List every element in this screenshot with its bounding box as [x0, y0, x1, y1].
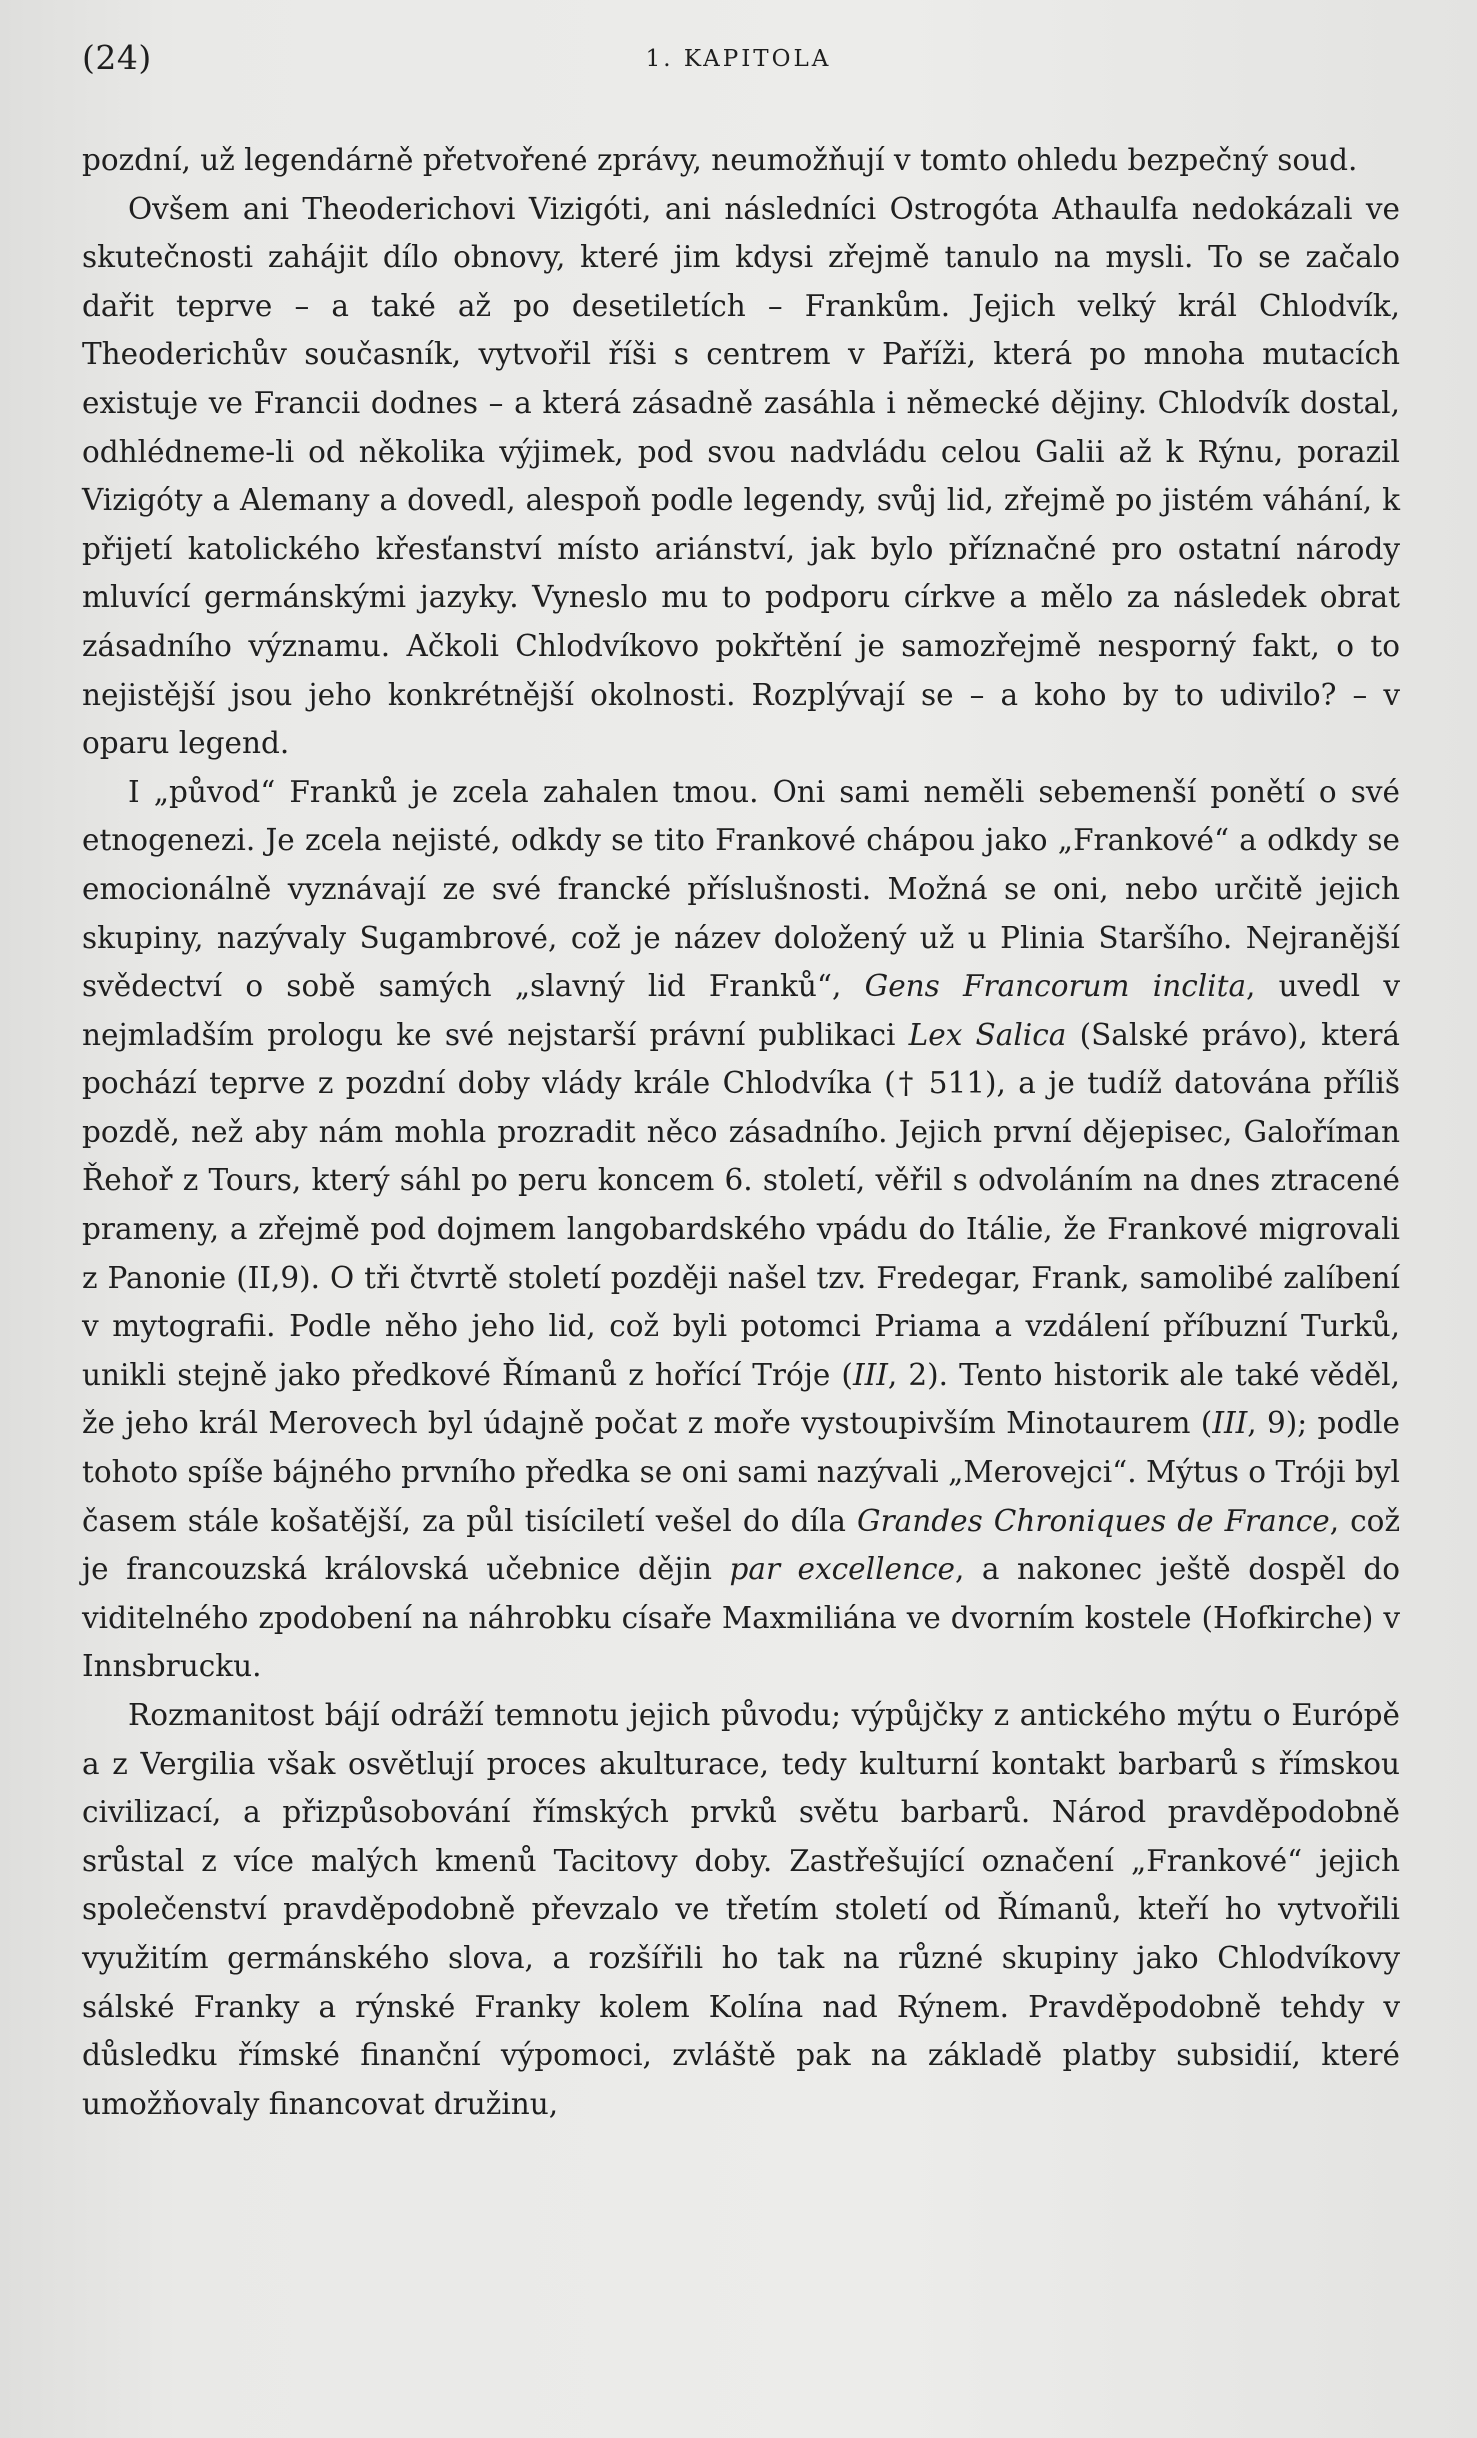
paragraph	[82, 136, 1400, 185]
italic-text: III	[852, 1357, 888, 1392]
italic-text: Gens Francorum inclita	[864, 969, 1247, 1004]
paragraph-text: pozdní, už legendárně přetvořené zprávy, neumožňují v tomto ohledu bezpečný soud.	[82, 143, 1358, 177]
paragraph-text: , 2). Tento historik ale také věděl, že jeho král Merovech byl údajně počat z moře vystoupivším Minotaurem (	[82, 1357, 1400, 1441]
paragraph-text: Ovšem ani Theoderichovi Vizigóti, ani následníci Ostrogóta Athaulfa nedokázali ve skutečnosti zahájit dílo obnovy, které jim kdysi zřejmě tanulo na mysli. To se začalo dařit teprve – a také až po desetiletích – Frankům. Jejich velký král Chlodvík, Theoderichův současník, vytvořil říši s centrem v Paříži, která po mnoha mutacích existuje ve Francii dodnes – a která zásadně zasáhla i německé dějiny. Chlodvík dostal, odhlédneme-li od několika výjimek, pod svou nadvládu celou Galii až k Rýnu, porazil Vizigóty a Alemany a dovedl, alespoň podle legendy, svůj lid, zřejmě po jistém váhání, k přijetí katolického křesťanství místo ariánství, jak bylo příznačné pro ostatní národy mluvící germánskými jazyky. Vyneslo mu to podporu církve a mělo za následek obrat zásadního významu. Ačkoli Chlodvíkovo pokřtění je samozřejmě nesporný fakt, o to nejistější jsou jeho konkrétnější okolnosti. Rozplývají se – a koho by to udivilo? – v oparu legend.	[82, 191, 1400, 761]
page-header	[82, 38, 1395, 78]
paragraph-text: , uvedl v nejmladším prologu ke své nejstarší právní publikaci	[82, 969, 1400, 1052]
italic-text: Grandes Chroniques de France	[857, 1503, 1330, 1538]
italic-text: III	[1212, 1406, 1248, 1441]
body-text	[82, 136, 1400, 2128]
page-number: (24)	[82, 38, 152, 77]
paragraph	[82, 1691, 1400, 2128]
paragraph-text: (Salské právo), která pochází teprve z pozdní doby vlády krále Chlodvíka († 511), a je tudíž datována příliš pozdě, než aby nám mohla prozradit něco zásadního. Jejich první dějepisec, Galoříman Řehoř z Tours, který sáhl po peru koncem 6. století, věřil s odvoláním na dnes ztracené prameny, a zřejmě pod dojmem langobardského vpádu do Itálie, že Frankové migrovali z Panonie (II,9). O tři čtvrtě století později našel tzv. Fredegar, Frank, samolibé zalíbení v mytografii. Podle něho jeho lid, což byli potomci Priama a vzdálení příbuzní Turků, unikli stejně jako předkové Římanů z hořící Tróje (	[82, 1017, 1401, 1392]
paragraph-text: , 9); podle tohoto spíše bájného prvního předka se oni sami nazývali „Merovejci“. Mýtus o Tróji byl časem stále košatější, za půl tisíciletí vešel do díla	[82, 1406, 1400, 1538]
paragraph-text: Rozmanitost bájí odráží temnotu jejich původu; výpůjčky z antického mýtu o Európě a z Vergilia však osvětlují proces akulturace, tedy kulturní kontakt barbarů s římskou civilizací, a přizpůsobování římských prvků světu barbarů. Národ pravděpodobně srůstal z více malých kmenů Tacitovy doby. Zastřešující označení „Frankové“ jejich společenství pravděpodobně převzalo ve třetím století od Římanů, kteří ho vytvořili využitím germánského slova, a rozšířili ho tak na různé skupiny jako Chlodvíkovy sálské Franky a rýnské Franky kolem Kolína nad Rýnem. Pravděpodobně tehdy v důsledku římské finanční výpomoci, zvláště pak na základě platby subsidií, které umožňovaly financovat družinu,	[82, 1698, 1400, 2121]
italic-text: Lex Salica	[908, 1017, 1067, 1052]
paragraph-text: , což je francouzská královská učebnice dějin	[82, 1503, 1400, 1587]
paragraph-text: I „původ“ Franků je zcela zahalen tmou. Oni sami neměli sebemenší ponětí o své etnogenezi. Je zcela nejisté, odkdy se tito Frankové chápou jako „Frankové“ a odkdy se emocionálně vyznávají ze své francké příslušnosti. Možná se oni, nebo určitě jejich skupiny, nazývaly Sugambrové, což je název doložený už u Plinia Staršího. Nejranější svědectví o sobě samých „slavný lid Franků“,	[82, 774, 1400, 1004]
italic-text: par excellence	[729, 1552, 955, 1587]
paragraph	[82, 768, 1400, 1691]
paragraph-text: , a nakonec ještě dospěl do viditelného zpodobení na náhrobku císaře Maxmiliána ve dvorním kostele (Hofkirche) v Innsbrucku.	[82, 1552, 1400, 1684]
running-head: 1. KAPITOLA	[645, 46, 832, 72]
paragraph	[82, 185, 1400, 768]
